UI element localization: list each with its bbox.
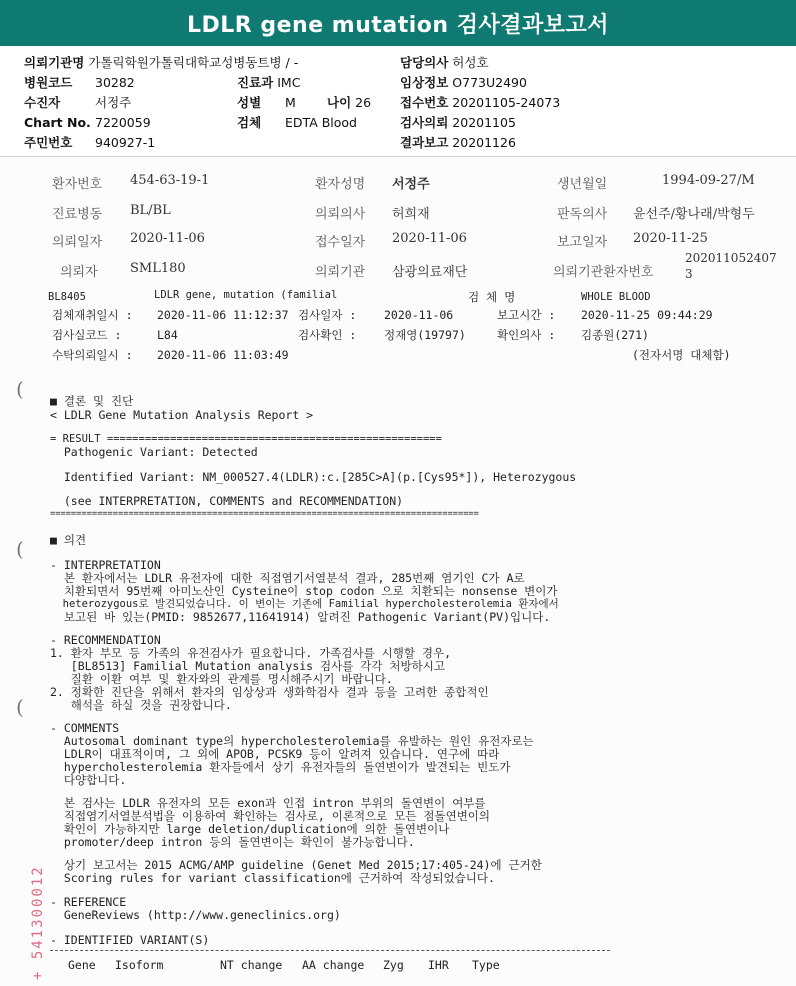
chart-label: Chart No. [24, 115, 91, 130]
pid-label: 환자번호 [52, 177, 103, 192]
doctor-label: 담당의사 [400, 55, 449, 70]
recommendation-heading: - RECOMMENDATION [50, 633, 161, 647]
recommendation-line: [BL8513] Familial Mutation analysis 검사를 각각 처방하시고 [50, 659, 445, 673]
comments-line: promoter/deep intron 등의 돌연변이는 확인이 불가능합니다. [50, 835, 415, 849]
hospital-code-label: 병원코드 [24, 75, 73, 90]
department-label: 진료과 [237, 75, 274, 90]
dob-value: 1994-09-27/M [662, 173, 755, 188]
test-specimen-value: WHOLE BLOOD [581, 291, 651, 303]
room-label: 검사실코드 : [52, 328, 122, 342]
report-time-label: 보고시간 : [497, 308, 556, 322]
reader-label: 판독의사 [557, 207, 608, 222]
clinical-value: O773U2490 [452, 75, 527, 90]
report-title: LDLR gene mutation 검사결과보고서 [186, 12, 609, 38]
department-value: IMC [277, 75, 301, 90]
inst-pid-label: 의뢰기관환자번호 [553, 265, 654, 280]
req-doc-label: 의뢰의사 [315, 207, 366, 222]
patient-value: 서정주 [95, 95, 132, 110]
col-type: Type [472, 958, 500, 972]
recommendation-line: 2. 정확한 진단을 위해서 환자의 임상상과 생화학검사 결과 등을 고려한 종합적인 [50, 685, 489, 699]
confirm-doc-value: 김종원(271) [581, 328, 649, 342]
exam-date-value: 2020-11-06 [384, 308, 454, 322]
specimen-value: EDTA Blood [285, 115, 357, 130]
room-value: L84 [157, 328, 178, 342]
col-gene: Gene [68, 958, 96, 972]
test-code: BL8405 [48, 291, 86, 303]
comments-line: LDLR이 대표적이며, 그 외에 APOB, PCSK9 등이 알려져 있습니다. 연구에 따라 [50, 747, 500, 761]
identified-variants-heading: - IDENTIFIED VARIANT(S) [50, 933, 210, 947]
result-header: = RESULT ===================================================== [50, 433, 442, 445]
report-time-value: 2020-11-25 09:44:29 [581, 308, 713, 322]
reexam-value: 2020-11-06 11:12:37 [157, 308, 289, 322]
opinion-heading: ■ 의견 [50, 533, 87, 547]
recommendation-line: 1. 환자 부모 등 가족의 유전검사가 필요합니다. 가족검사를 시행할 경우, [50, 646, 452, 660]
interpretation-line: heterozygous로 발견되었습니다. 이 변이는 기존에 Familial hypercholesterolemia 환자에서 [50, 598, 559, 610]
sex-label: 성별 [237, 95, 262, 110]
receipt-label: 접수번호 [400, 95, 449, 110]
resident-label: 주민번호 [24, 135, 73, 150]
recommendation-line: 질환 이환 여부 및 환자와의 관계를 명시해주시기 바랍니다. [50, 672, 393, 686]
name-label: 환자성명 [315, 177, 366, 192]
col-isoform: Isoform [115, 958, 164, 972]
scanned-report [0, 157, 796, 986]
ward-label: 진료병동 [52, 207, 103, 222]
specimen-label: 검체 [237, 115, 262, 130]
rep-date-value: 2020-11-25 [633, 231, 708, 246]
recommendation-line: 해석을 하실 것을 권장합니다. [50, 698, 232, 712]
conclusion-heading: ■ 결론 및 진단 [50, 394, 134, 408]
reference-line: GeneReviews (http://www.geneclinics.org) [50, 908, 341, 922]
report-header [0, 54, 796, 154]
confirm-doc-label: 확인의사 : [497, 328, 556, 342]
side-stamp-text: + 541300012 [30, 865, 46, 980]
recv-date-value: 2020-11-06 [392, 231, 467, 246]
pid-value: 454-63-19-1 [130, 173, 210, 188]
side-stamp [22, 860, 44, 980]
clinical-label: 임상정보 [400, 75, 449, 90]
institution-value: 가톨릭학원가톨릭대학교성병동트병 / - [88, 55, 299, 70]
result-footer: ================================================================================== [50, 509, 479, 519]
confirm-value: 정재영(19797) [384, 328, 466, 342]
variant-table-divider [50, 950, 610, 951]
req-doc-value: 허희재 [392, 207, 430, 222]
comments-line: Autosomal dominant type의 hypercholesterolemia를 유발하는 원인 유전자로는 [50, 734, 534, 748]
scan-mark: ( [16, 377, 24, 401]
ward-value: BL/BL [130, 203, 171, 218]
reexam-label: 검체재취일시 : [52, 308, 133, 322]
interpretation-heading: - INTERPRETATION [50, 558, 161, 572]
scan-mark: ( [16, 537, 24, 561]
doctor-value: 허성호 [452, 55, 489, 70]
req-inst-label: 의뢰기관 [315, 265, 366, 280]
entrust-value: 2020-11-06 11:03:49 [157, 348, 289, 362]
reader-value: 윤선주/황나래/박형두 [633, 207, 755, 222]
comments-line: 직접염기서열분석법을 이용하여 확인하는 검사로, 이론적으로 모든 점돌연변이의 [50, 809, 491, 823]
resident-value: 940927-1 [95, 135, 156, 150]
exam-date-label: 검사일자 : [298, 308, 357, 322]
comments-line: Scoring rules for variant classification에 근거하여 작성되었습니다. [50, 871, 495, 885]
report-value: 20201126 [452, 135, 516, 150]
identified-variant: Identified Variant: NM_000527.4(LDLR):c.[285C>A](p.[Cys95*]), Heterozygous [50, 470, 577, 484]
col-ihr: IHR [428, 958, 449, 972]
sex-value: M [285, 95, 296, 110]
report-label: 결과보고 [400, 135, 449, 150]
test-specimen-label: 검 체 명 [468, 290, 516, 304]
interpretation-line: 보고된 바 있는(PMID: 9852677,11641914) 알려진 Pathogenic Variant(PV)입니다. [50, 610, 551, 624]
req-inst-value: 삼광의료재단 [392, 265, 468, 280]
comments-line: hypercholesterolemia 환자들에서 상기 유전자들의 돌연변이가 발견되는 빈도가 [50, 760, 511, 774]
esign-note: (전자서명 대체함) [632, 348, 731, 362]
test-name: LDLR gene, mutation (familial [154, 289, 338, 301]
col-aa-change: AA change [302, 958, 365, 972]
comments-heading: - COMMENTS [50, 721, 120, 735]
see-note: (see INTERPRETATION, COMMENTS and RECOMMENDATION) [50, 494, 404, 508]
comments-line: 본 검사는 LDLR 유전자의 모든 exon과 인접 intron 부위의 돌연변이 여부를 [50, 796, 486, 810]
rep-date-label: 보고일자 [557, 235, 608, 250]
req-date-label: 의뢰일자 [52, 235, 103, 250]
receipt-value: 20201105-24073 [452, 95, 561, 110]
chart-value: 7220059 [95, 115, 151, 130]
hospital-code-value: 30282 [95, 75, 135, 90]
requester-value: SML180 [130, 261, 186, 276]
recv-date-label: 접수일자 [315, 235, 366, 250]
request-value: 20201105 [452, 115, 516, 130]
comments-line: 확인이 가능하지만 large deletion/duplication에 의한 돌연변이나 [50, 822, 450, 836]
scan-mark: ( [16, 695, 24, 719]
name-value: 서정주 [392, 177, 430, 192]
col-nt-change: NT change [220, 958, 283, 972]
inst-pid-value-2: 3 [685, 267, 693, 281]
patient-label: 수진자 [24, 95, 61, 110]
comments-line: 다양합니다. [50, 773, 127, 787]
requester-label: 의뢰자 [60, 265, 98, 280]
entrust-label: 수탁의뢰일시 : [52, 348, 133, 362]
institution-label: 의뢰기관명 [24, 55, 85, 70]
age-value: 26 [355, 95, 372, 110]
req-date-value: 2020-11-06 [130, 231, 205, 246]
inst-pid-value-1: 202011052407 [685, 251, 777, 265]
age-label: 나이 [327, 95, 352, 110]
request-label: 검사의뢰 [400, 115, 449, 130]
comments-line: 상기 보고서는 2015 ACMG/AMP guideline (Genet Med 2015;17:405-24)에 근거한 [50, 858, 542, 872]
interpretation-line: 본 환자에서는 LDLR 유전자에 대한 직접염기서열분석 결과, 285번째 염기인 C가 A로 [50, 571, 525, 585]
interpretation-line: 치환되면서 95번째 아미노산인 Cysteine이 stop codon 으로 치환되는 nonsense 변이가 [50, 584, 558, 598]
confirm-label: 검사확인 : [298, 328, 357, 342]
dob-label: 생년월일 [557, 177, 608, 192]
report-title-banner [0, 0, 796, 46]
col-zyg: Zyg [383, 958, 404, 972]
pathogenic-variant: Pathogenic Variant: Detected [50, 445, 258, 459]
reference-heading: - REFERENCE [50, 895, 127, 909]
report-subtitle: < LDLR Gene Mutation Analysis Report > [50, 408, 314, 422]
